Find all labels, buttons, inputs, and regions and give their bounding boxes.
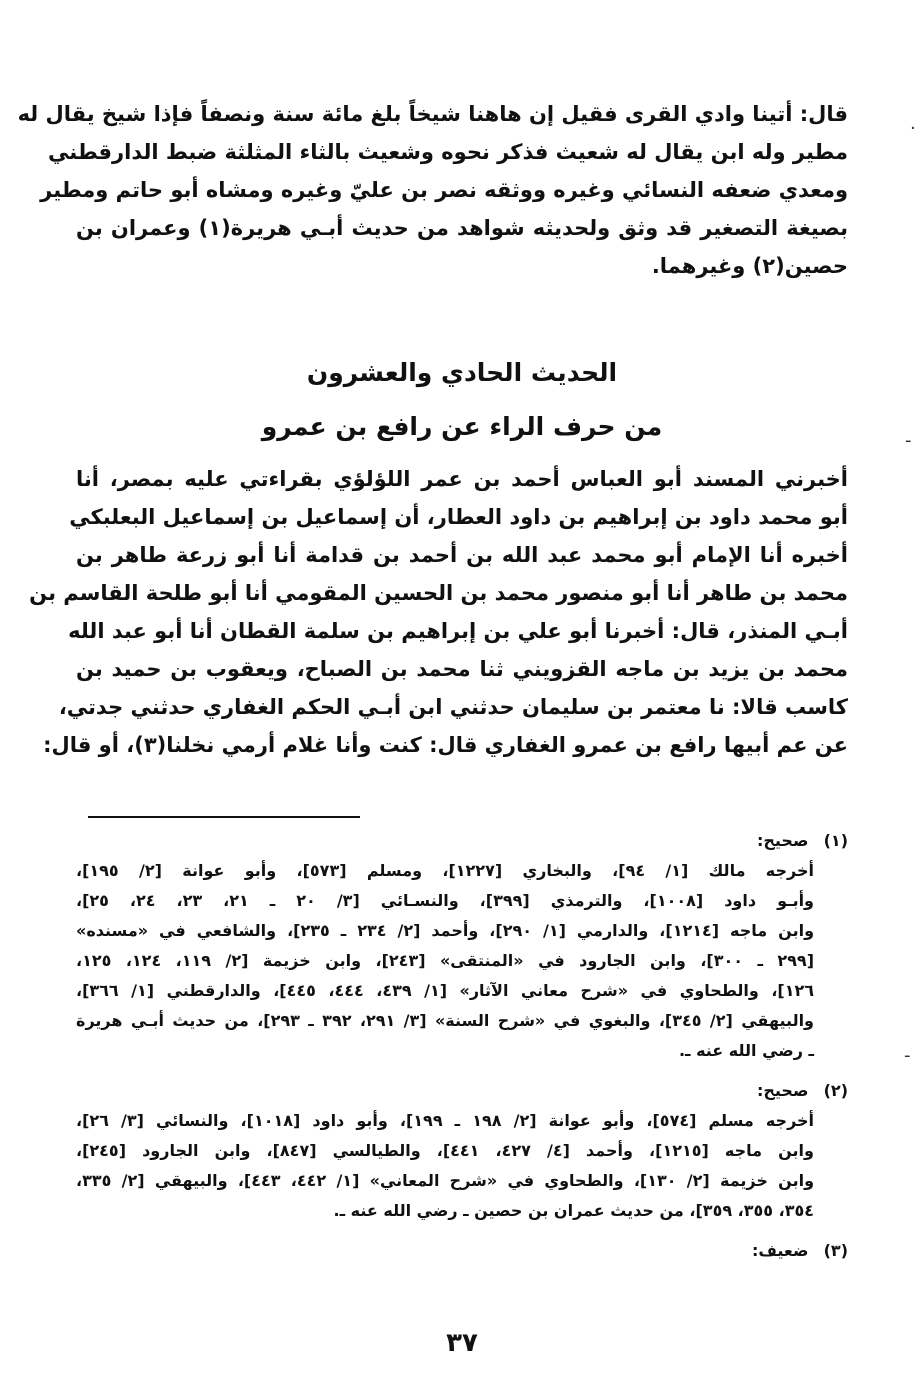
footnote-grade: ضعيف:: [751, 1241, 809, 1260]
text-line: بصيغة التصغير قد وثق ولحديثه شواهد من حديث أبـي هريرة(١) وعمران بن: [76, 216, 848, 240]
intro-paragraph: [17, 95, 848, 285]
hadith-subtitle: من حرف الراء عن رافع بن عمرو: [261, 412, 663, 441]
text-line: مطير وله ابن يقال له شعيث فذكر نحوه وشعيث بالثاء المثلثة ضبط الدارقطني: [48, 140, 848, 164]
footnote-line: وابن خزيمة [٢/ ١٣٠]، والطحاوي في «شرح المعاني» [١/ ٤٤٢، ٤٤٣]، والبيهقي [٢/ ٣٣٥،: [76, 1171, 815, 1190]
footnote-line: ١٢٦]، والطحاوي في «شرح معاني الآثار» [١/ ٤٣٩، ٤٤٤، ٤٤٥]، والدارقطني [١/ ٣٦٦]،: [76, 981, 815, 1000]
footnote-number: (٣): [823, 1241, 848, 1260]
scan-mark: -: [905, 430, 912, 451]
footnote-line: وابن ماجه [١٢١٤]، والدارمي [١/ ٢٩٠]، وأحمد [٢/ ٢٣٤ ـ ٢٣٥]، والشافعي في «مسنده»: [76, 921, 815, 940]
text-line: أخبرني المسند أبو العباس أحمد بن عمر اللؤلؤي بقراءتي عليه بمصر، أنا: [76, 467, 848, 491]
footnote-2: [76, 1076, 848, 1226]
scan-mark: -: [904, 1045, 911, 1066]
text-line: ومعدي ضعفه النسائي وغيره ووثقه نصر بن عليّ وغيره ومشاه أبو حاتم ومطير: [40, 178, 848, 202]
text-line: عن عم أبيها رافع بن عمرو الغفاري قال: كنت وأنا غلام أرمي نخلنا(٣)، أو قال:: [43, 733, 848, 757]
text-line: حصين(٢) وغيرهما.: [651, 254, 848, 278]
text-line: كاسب قالا: نا معتمر بن سليمان حدثني ابن أبـي الحكم الغفاري حدثني جدتي،: [58, 695, 848, 719]
footnote-grade: صحيح:: [756, 1081, 809, 1100]
footnote-line: ـ رضي الله عنه ـ.: [678, 1041, 814, 1060]
footnote-3: [76, 1236, 848, 1266]
text-line: قال: أتينا وادي القرى فقيل إن هاهنا شيخاً بلغ مائة سنة ونصفاً فإذا شيخ يقال له: [17, 102, 848, 126]
scan-mark: ·: [910, 118, 916, 139]
footnote-line: وأبـو داود [١٠٠٨]، والترمذي [٣٩٩]، والنسـائي [٣/ ٢٠ ـ ٢١، ٢٣، ٢٤، ٢٥]،: [76, 891, 815, 910]
footnote-grade: صحيح:: [756, 831, 809, 850]
footnote-number: (١): [823, 831, 848, 850]
page-number: ٣٧: [446, 1328, 478, 1358]
text-line: أخبره أنا الإمام أبو محمد عبد الله بن أحمد بن قدامة أنا أبو زرعة طاهر بن: [76, 543, 848, 567]
footnote-number: (٢): [823, 1081, 848, 1100]
text-line: أبـي المنذر، قال: أخبرنا أبو علي بن إبراهيم بن سلمة القطان أنا أبو عبد الله: [68, 619, 848, 643]
footnote-divider: [88, 816, 360, 818]
footnote-line: [٢٩٩ ـ ٣٠٠]، وابن الجارود في «المنتقى» [٢٤٣]، وابن خزيمة [٢/ ١١٩، ١٢٤، ١٢٥،: [76, 951, 814, 970]
footnote-line: أخرجه مسلم [٥٧٤]، وأبو عوانة [٢/ ١٩٨ ـ ١٩٩]، وأبو داود [١٠١٨]، والنسائي [٣/ ٢٦]،: [76, 1111, 815, 1130]
footnote-line: ٣٥٤، ٣٥٥، ٣٥٩]، من حديث عمران بن حصين ـ رضي الله عنه ـ.: [333, 1201, 814, 1220]
footnote-line: والبيهقي [٢/ ٣٤٥]، والبغوي في «شرح السنة» [٣/ ٢٩١، ٣٩٢ ـ ٢٩٣]، من حديث أبـي هريرة: [76, 1011, 815, 1030]
footnote-line: وابن ماجه [١٢١٥]، وأحمد [٤/ ٤٢٧، ٤٤١]، والطيالسي [٨٤٧]، وابن الجارود [٢٤٥]،: [76, 1141, 814, 1160]
footnote-1: [76, 826, 848, 1066]
text-line: محمد بن يزيد بن ماجه القزويني ثنا محمد بن الصباح، ويعقوب بن حميد بن: [76, 657, 848, 681]
hadith-title: الحديث الحادي والعشرون: [306, 358, 618, 387]
isnad-paragraph: [29, 460, 848, 764]
text-line: محمد بن طاهر أنا أبو منصور محمد بن الحسين المقومي أنا أبو طلحة القاسم بن: [29, 581, 848, 605]
text-line: أبو محمد داود بن إبراهيم بن داود العطار، أن إسماعيل بن إسماعيل البعلبكي: [69, 505, 848, 529]
footnote-line: أخرجه مالك [١/ ٩٤]، والبخاري [١٢٢٧]، ومسلم [٥٧٣]، وأبو عوانة [٢/ ١٩٥]،: [76, 861, 815, 880]
